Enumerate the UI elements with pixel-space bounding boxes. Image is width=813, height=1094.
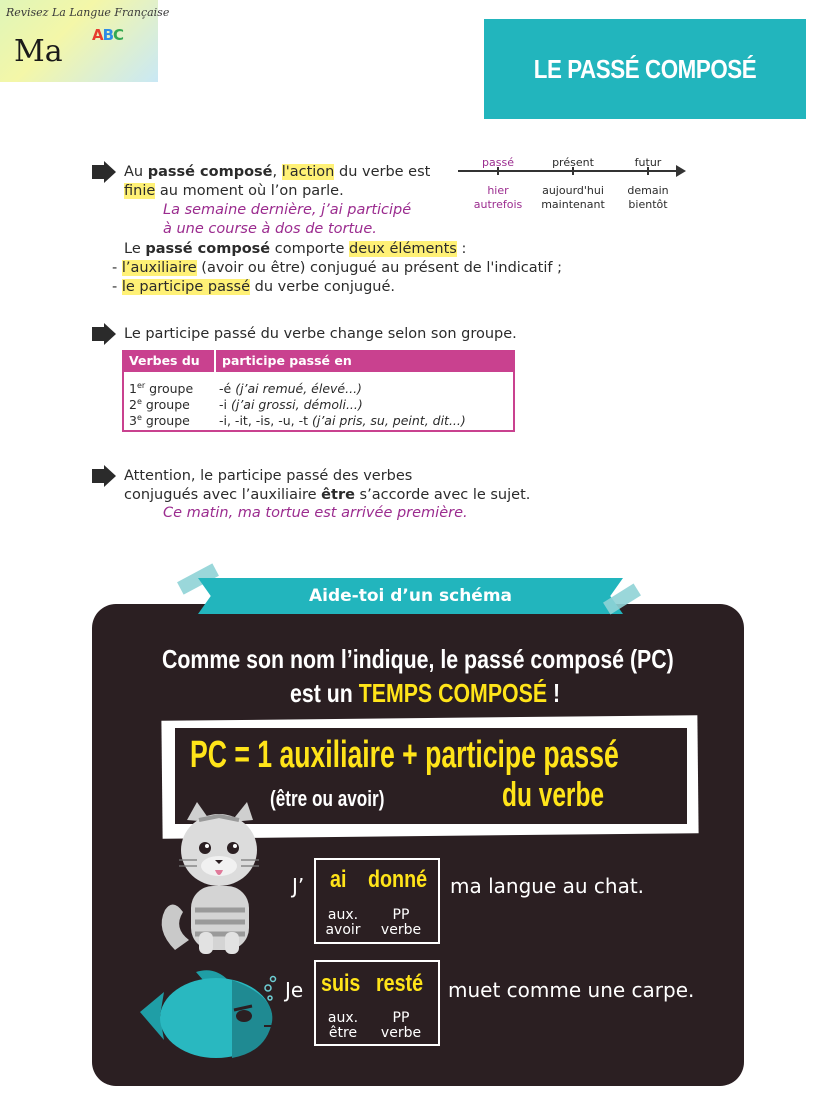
table-row-group: 3e groupe bbox=[129, 413, 190, 429]
example2-subject: Je bbox=[285, 978, 304, 1002]
example2-pp-label: PP verbe bbox=[380, 1010, 422, 1041]
timeline-axis bbox=[458, 170, 678, 172]
s1-example-1: La semaine dernière, j’ai participé bbox=[163, 202, 412, 218]
page-title: LE PASSÉ COMPOSÉ bbox=[533, 53, 757, 84]
bullet-arrow-icon bbox=[92, 323, 116, 345]
example1-rest: ma langue au chat. bbox=[450, 874, 645, 898]
table-header-divider bbox=[214, 350, 216, 372]
table-row-ending: -é (j’ai remué, élevé...) bbox=[219, 381, 362, 396]
example1-pp-label: PP verbe bbox=[380, 907, 422, 938]
fish-icon bbox=[136, 966, 286, 1066]
example1-aux-label: aux. avoir bbox=[325, 907, 361, 938]
example1-pp: donné bbox=[368, 866, 428, 893]
formula-aux-note: (être ou avoir) bbox=[270, 786, 385, 811]
logo-tagline: Revisez La Langue Française bbox=[6, 6, 170, 19]
logo-letter-b: B bbox=[102, 26, 114, 44]
s1-line5: - le participe passé du verbe conjugué. bbox=[112, 279, 396, 295]
s1-example-2: à une course à dos de tortue. bbox=[163, 221, 377, 237]
table-row-ending: -i (j’ai grossi, démoli...) bbox=[219, 397, 363, 412]
bullet-arrow-icon bbox=[92, 161, 116, 183]
table-row-group: 2e groupe bbox=[129, 397, 190, 413]
formula-main: PC = 1 auxiliaire + participe passé bbox=[190, 734, 619, 776]
timeline-future-1: demain bbox=[627, 184, 669, 197]
schema-heading-2: est un TEMPS COMPOSÉ ! bbox=[290, 678, 561, 708]
s1-line2: finie au moment où l’on parle. bbox=[124, 183, 344, 199]
s1-line4: - l’auxiliaire (avoir ou être) conjugué au présent de l'indicatif ; bbox=[112, 260, 562, 276]
table-row-ending: -i, -it, -is, -u, -t (j’ai pris, su, peint, dit...) bbox=[219, 413, 466, 428]
timeline-present-1: aujourd'hui bbox=[542, 184, 604, 197]
s3-line1: Attention, le participe passé des verbes bbox=[124, 468, 413, 484]
table-header-col2: participe passé en bbox=[222, 353, 352, 368]
table-header-col1: Verbes du bbox=[129, 353, 200, 368]
timeline-past-2: autrefois bbox=[473, 198, 523, 211]
formula-pp-note: du verbe bbox=[502, 776, 605, 814]
logo-letter-a: A bbox=[92, 26, 103, 44]
schema-heading-1: Comme son nom l’indique, le passé composé (PC) bbox=[162, 644, 674, 674]
example2-aux: suis bbox=[321, 970, 361, 997]
example2-aux-label: aux. être bbox=[327, 1010, 359, 1041]
example2-pp: resté bbox=[376, 970, 424, 997]
table-row-group: 1er groupe bbox=[129, 381, 194, 397]
example1-subject: J’ bbox=[292, 874, 305, 898]
timeline-label-past: passé bbox=[482, 156, 514, 169]
s1-line3: Le passé composé comporte deux éléments : bbox=[124, 241, 467, 257]
bullet-arrow-icon bbox=[92, 465, 116, 487]
example2-rest: muet comme une carpe. bbox=[448, 978, 695, 1002]
timeline-label-present: présent bbox=[552, 156, 594, 169]
logo-brand: Ma bbox=[14, 34, 63, 69]
cat-icon bbox=[155, 800, 275, 955]
timeline-past-1: hier bbox=[487, 184, 509, 197]
s3-line2: conjugués avec l’auxiliaire être s’accorde avec le sujet. bbox=[124, 487, 531, 503]
schema-ribbon-label: Aide-toi d’un schéma bbox=[308, 586, 513, 606]
s3-example: Ce matin, ma tortue est arrivée première. bbox=[163, 505, 468, 521]
timeline-future-2: bientôt bbox=[628, 198, 668, 211]
logo-abc-icon bbox=[92, 26, 123, 44]
timeline-label-future: futur bbox=[634, 156, 662, 169]
example1-aux: ai bbox=[330, 866, 347, 893]
timeline-present-2: maintenant bbox=[541, 198, 605, 211]
s2-intro: Le participe passé du verbe change selon son groupe. bbox=[124, 326, 517, 342]
logo-letter-c: C bbox=[113, 26, 124, 44]
s1-line1: Au passé composé, l'action du verbe est bbox=[124, 164, 431, 180]
